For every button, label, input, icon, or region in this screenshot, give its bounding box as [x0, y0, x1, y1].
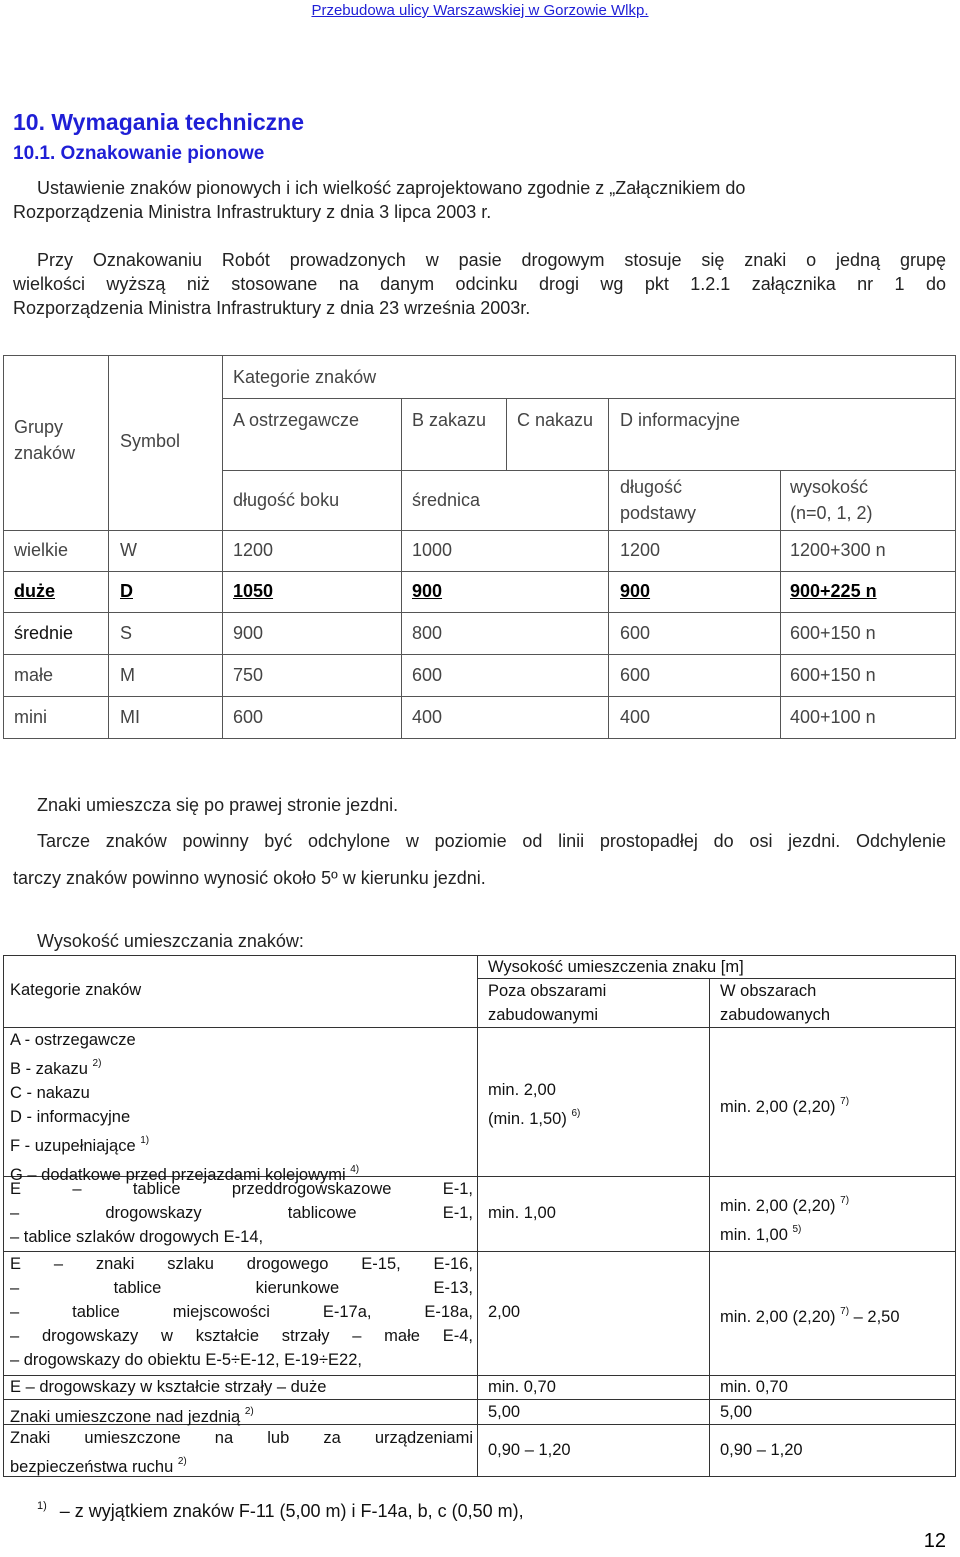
footnote-ref: 1) — [140, 1135, 150, 1146]
category-line: – drogowskazy tablicowe E-1, — [10, 1204, 473, 1222]
header-height: wysokość (n=0, 1, 2) — [790, 477, 873, 523]
document-header-title: Przebudowa ulicy Warszawskiej w Gorzowie Wlkp. — [311, 2, 649, 19]
page-number: 12 — [923, 1530, 946, 1552]
footnote-ref: 7) — [840, 1096, 850, 1107]
table-divider — [608, 398, 609, 739]
category-line: Znaki umieszczone nad jezdnią — [10, 1408, 241, 1426]
cell-bc: 900 — [412, 581, 443, 601]
table-divider — [3, 654, 956, 655]
header-mount-height: Wysokość umieszczenia znaku [m] — [488, 958, 744, 976]
cell-symbol: S — [120, 623, 133, 643]
category-line: B - zakazu — [10, 1060, 88, 1078]
table-divider — [3, 696, 956, 697]
row5-inside: 5,00 — [720, 1403, 753, 1421]
cell-a: 1200 — [233, 540, 274, 560]
value-line: min. 2,00 (2,20) — [720, 1197, 836, 1215]
cell-symbol: W — [120, 540, 137, 560]
header-cat-b: B zakazu — [412, 410, 487, 430]
table-divider — [222, 355, 223, 739]
paragraph-line: Ustawienie znaków pionowych i ich wielkość zaprojektowano zgodnie z „Załącznikiem do — [37, 178, 746, 198]
footnote-ref: 2) — [177, 1456, 187, 1467]
cell-a: 900 — [233, 623, 264, 643]
category-line: bezpieczeństwa ruchu — [10, 1458, 174, 1476]
paragraph-marking — [13, 248, 946, 320]
cell-d-base: 600 — [620, 623, 651, 643]
row6-outside: 0,90 – 1,20 — [488, 1441, 571, 1459]
note-tilt-line1: Tarcze znaków powinny być odchylone w poziomie od linii prostopadłej do osi jezdni. Odchylenie — [37, 831, 946, 851]
category-line: F - uzupełniające — [10, 1137, 136, 1155]
footnote-mark: 1) — [37, 1500, 47, 1512]
value-line: min. 2,00 — [488, 1081, 556, 1099]
cell-a: 600 — [233, 707, 264, 727]
header-cat-a: A ostrzegawcze — [233, 410, 360, 430]
header-category: Kategorie znaków — [10, 981, 142, 999]
row5-outside: 5,00 — [488, 1403, 521, 1421]
table-divider — [3, 530, 956, 531]
category-line: E – znaki szlaku drogowego E-15, E-16, — [10, 1255, 473, 1273]
footnote-ref: 2) — [92, 1058, 102, 1069]
cell-d-height: 600+150 n — [790, 665, 876, 685]
table-border-top — [3, 955, 956, 956]
header-side-length: długość boku — [233, 490, 340, 510]
category-line: – drogowskazy do obiektu E-5÷E-12, E-19÷E22, — [10, 1351, 362, 1369]
row4-inside: min. 0,70 — [720, 1378, 788, 1396]
cell-symbol: M — [120, 665, 135, 685]
row2-outside: min. 1,00 — [488, 1204, 556, 1222]
category-line: D - informacyjne — [10, 1108, 131, 1126]
row2-category — [10, 1177, 473, 1249]
cell-d-height: 600+150 n — [790, 623, 876, 643]
header-groups: Grupy znaków — [14, 417, 76, 463]
header-inside-built-up: W obszarach zabudowanych — [720, 982, 831, 1024]
cell-group: mini — [14, 707, 48, 727]
category-line: E – tablice przeddrogowskazowe E-1, — [10, 1180, 473, 1198]
row3-inside — [720, 1300, 900, 1329]
cell-d-base: 1200 — [620, 540, 661, 560]
table-divider — [506, 398, 507, 470]
cell-d-height: 400+100 n — [790, 707, 876, 727]
header-symbol: Symbol — [120, 431, 181, 451]
row1-inside — [720, 1090, 849, 1119]
cell-bc: 1000 — [412, 540, 453, 560]
table-divider — [108, 355, 109, 739]
row3-category — [10, 1252, 473, 1372]
table-divider — [780, 470, 781, 739]
table-divider — [3, 612, 956, 613]
category-line: G – dodatkowe przed przejazdami kolejowymi — [10, 1166, 346, 1184]
row3-outside: 2,00 — [488, 1303, 521, 1321]
value-line: – 2,50 — [853, 1308, 900, 1326]
cell-bc: 800 — [412, 623, 443, 643]
heights-title: Wysokość umieszczania znaków: — [37, 931, 304, 951]
row1-outside — [488, 1078, 580, 1131]
paragraph-line: Przy Oznakowaniu Robót prowadzonych w pasie drogowym stosuje się znaki o jedną grupę — [37, 250, 946, 270]
table-divider — [401, 398, 402, 739]
table-border-top — [3, 355, 956, 356]
row4-category: E – drogowskazy w kształcie strzały – duże — [10, 1378, 327, 1396]
note-placement: Znaki umieszcza się po prawej stronie jezdni. — [37, 795, 399, 815]
value-line: min. 2,00 (2,20) — [720, 1098, 836, 1116]
value-line: (min. 1,50) — [488, 1110, 567, 1128]
paragraph-line: Rozporządzenia Ministra Infrastruktury z dnia 3 lipca 2003 r. — [13, 202, 492, 222]
paragraph-regulation — [13, 176, 946, 224]
footnote-ref: 7) — [840, 1306, 850, 1317]
cell-d-base: 400 — [620, 707, 651, 727]
footnote-ref: 6) — [571, 1108, 581, 1119]
cell-group: średnie — [14, 623, 74, 643]
paragraph-line: Rozporządzenia Ministra Infrastruktury z dnia 23 września 2003r. — [13, 298, 531, 318]
table-border-bottom — [3, 738, 956, 739]
footnote-ref: 7) — [840, 1195, 850, 1206]
header-base-length: długość podstawy — [620, 477, 697, 523]
footnote — [37, 1500, 524, 1522]
category-line: A - ostrzegawcze — [10, 1031, 136, 1049]
value-line: min. 2,00 (2,20) — [720, 1308, 836, 1326]
cell-group: wielkie — [14, 540, 69, 560]
cell-d-height: 900+225 n — [790, 581, 877, 601]
header-diameter: średnica — [412, 490, 481, 510]
table-border-right — [955, 355, 956, 739]
table-divider — [3, 571, 956, 572]
category-line: C - nakazu — [10, 1084, 90, 1102]
cell-symbol: D — [120, 581, 133, 601]
section-heading: 10. Wymagania techniczne — [13, 109, 305, 135]
footnote-ref: 4) — [350, 1164, 360, 1175]
header-categories: Kategorie znaków — [233, 367, 377, 387]
header-cat-c: C nakazu — [517, 410, 594, 430]
category-line: Znaki umieszczone na lub za urządzeniami — [10, 1429, 473, 1447]
footnote-text: – z wyjątkiem znaków F-11 (5,00 m) i F-14a, b, c (0,50 m), — [59, 1501, 524, 1521]
cell-group: małe — [14, 665, 54, 685]
cell-bc: 400 — [412, 707, 443, 727]
value-line: min. 1,00 — [720, 1226, 788, 1244]
row6-category — [10, 1426, 473, 1479]
footnote-ref: 2) — [244, 1406, 254, 1417]
row6-inside: 0,90 – 1,20 — [720, 1441, 803, 1459]
row4-outside: min. 0,70 — [488, 1378, 556, 1396]
cell-symbol: MI — [120, 707, 140, 727]
row2-inside — [720, 1189, 849, 1247]
cell-group: duże — [14, 581, 56, 601]
cell-d-base: 900 — [620, 581, 651, 601]
cell-a: 1050 — [233, 581, 274, 601]
cell-bc: 600 — [412, 665, 443, 685]
header-cat-d: D informacyjne — [620, 410, 741, 430]
cell-d-base: 600 — [620, 665, 651, 685]
row5-category — [10, 1400, 254, 1429]
header-outside-built-up: Poza obszarami zabudowanymi — [488, 982, 607, 1024]
note-tilt-line2: tarczy znaków powinno wynosić około 5º w kierunku jezdni. — [13, 868, 486, 888]
category-line: – tablice kierunkowe E-13, — [10, 1279, 473, 1297]
category-line: – tablice miejscowości E-17a, E-18a, — [10, 1303, 473, 1321]
paragraph-line: wielkości wyższą niż stosowane na danym odcinku drogi wg pkt 1.2.1 załącznika nr 1 do — [13, 274, 946, 294]
cell-a: 750 — [233, 665, 264, 685]
footnote-ref: 5) — [792, 1224, 802, 1235]
row1-category — [10, 1028, 359, 1187]
table-divider — [222, 470, 956, 471]
category-line: – tablice szlaków drogowych E-14, — [10, 1228, 264, 1246]
table-border-left — [3, 355, 4, 739]
table-divider — [222, 398, 956, 399]
cell-d-height: 1200+300 n — [790, 540, 886, 560]
category-line: – drogowskazy w kształcie strzały – małe E-4, — [10, 1327, 473, 1345]
subsection-heading: 10.1. Oznakowanie pionowe — [13, 143, 265, 164]
table-divider — [709, 978, 710, 1477]
